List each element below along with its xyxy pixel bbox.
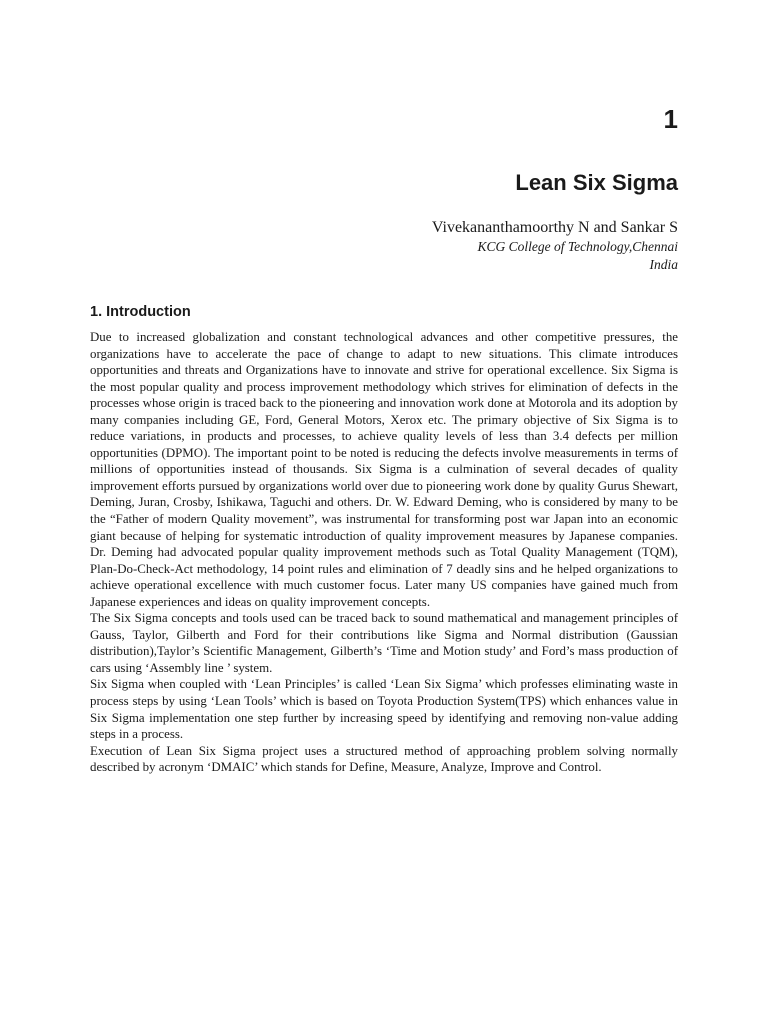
- chapter-number: 1: [663, 104, 678, 134]
- paragraph: Execution of Lean Six Sigma project uses a structured method of approaching problem solving normally described by acronym ‘DMAIC’ which stands for Define, Measure, Analyze, Improve and Control.: [90, 743, 678, 775]
- authors: Vivekananthamoorthy N and Sankar S: [431, 219, 678, 236]
- paragraph: Due to increased globalization and constant technological advances and other competitive pressures, the organizations have to accelerate the pace of change to adapt to new situations. This climate introduces opportunities and threats and Organizations have to innovate and strive for operational excellence. Six Sigma is the most popular quality and process improvement methodology which strives for elimination of defects in the processes whose origin is traced back to the pioneering and innovation work done at Motorola and its adoption by many companies including GE, Ford, General Motors, Xerox etc. The primary objective of Six Sigma is to reduce variations, in products and processes, to achieve quality levels of less than 3.4 defects per million opportunities (DPMO). The important point to be noted is reducing the defects involve measurements in terms of millions of opportunities instead of thousands. Six Sigma is a culmination of several decades of quality improvement efforts pursued by organizations world over due to pioneering work done by quality Gurus Shewart, Deming, Juran, Crosby, Ishikawa, Taguchi and others. Dr. W. Edward Deming, who is considered by many to be the “Father of modern Quality movement”, was instrumental for transforming post war Japan into an economic giant because of helping for systematic introduction of quality improvement measures by Japanese companies. Dr. Deming had advocated popular quality improvement methods such as Total Quality Management (TQM), Plan-Do-Check-Act methodology, 14 point rules and elimination of 7 deadly sins and he helped organizations to achieve operational excellence with much customer focus. Later many US companies have gained much from Japanese experiences and ideas on quality improvement concepts.: [90, 330, 678, 609]
- section-body: [90, 329, 678, 776]
- section-heading: 1. Introduction: [90, 304, 191, 320]
- paragraph: Six Sigma when coupled with ‘Lean Principles’ is called ‘Lean Six Sigma’ which professes eliminating waste in process steps by using ‘Lean Tools’ which is based on Toyota Production System(TPS) which enhances value in Six Sigma implementation one step further by increasing speed by identifying and removing non-value adding steps in a process.: [90, 677, 678, 742]
- affiliation: KCG College of Technology,Chennai: [477, 239, 678, 254]
- paragraph: The Six Sigma concepts and tools used can be traced back to sound mathematical and management principles of Gauss, Taylor, Gilberth and Ford for their contributions like Sigma and Normal distribution (Gaussian distribution),Taylor’s Scientific Management, Gilberth’s ‘Time and Motion study’ and Ford’s mass production of cars using ‘Assembly line ’ system.: [90, 611, 678, 675]
- page: [90, 0, 678, 1024]
- chapter-title: Lean Six Sigma: [515, 170, 678, 195]
- country: India: [649, 257, 678, 272]
